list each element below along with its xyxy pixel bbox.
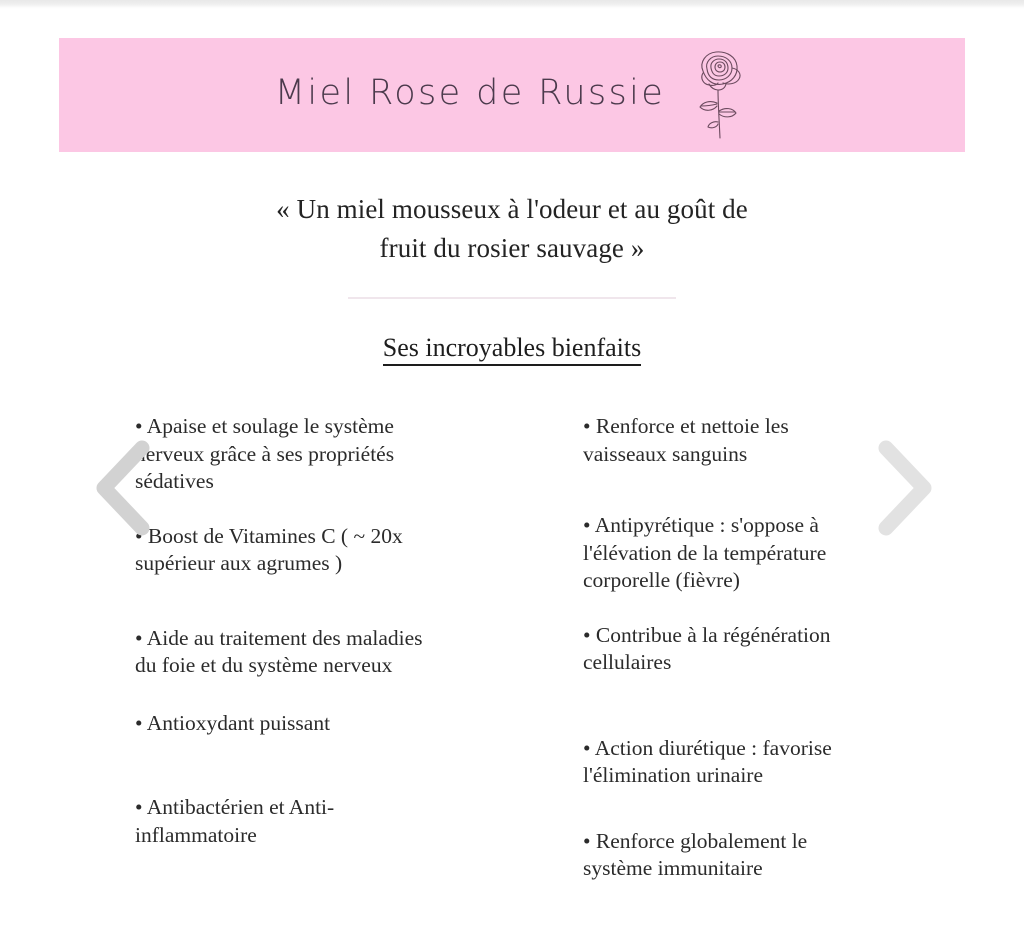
divider (348, 297, 676, 299)
list-item: • Antibactérien et Anti-inflammatoire (135, 795, 335, 847)
list-item: • Antioxydant puissant (135, 710, 331, 735)
benefits-column-left (135, 413, 583, 883)
carousel-prev-button[interactable] (90, 438, 160, 538)
list-item: • Renforce globalement le système immunitaire (583, 828, 808, 880)
chevron-right-icon (868, 438, 938, 538)
list-item: • Apaise et soulage le système nerveux grâce à ses propriétés sédatives (135, 414, 395, 493)
banner-content (275, 45, 750, 141)
quote-line-1: « Un miel mousseux à l'odeur et au goût de (276, 194, 748, 224)
benefits-list (135, 413, 891, 883)
list-item: • Action diurétique : favorise l'élimination urinaire (583, 735, 832, 787)
product-quote (0, 190, 1024, 268)
rose-icon (687, 45, 749, 141)
quote-line-2: fruit du rosier sauvage » (379, 233, 645, 263)
chevron-left-icon (90, 438, 160, 538)
list-item: • Boost de Vitamines C ( ~ 20x supérieur aux agrumes ) (135, 523, 403, 575)
product-banner (59, 38, 965, 152)
section-heading (0, 333, 1024, 363)
list-item: • Renforce et nettoie les vaisseaux sanguins (583, 414, 789, 466)
list-item: • Antipyrétique : s'oppose à l'élévation de la température corporelle (fièvre) (583, 513, 827, 592)
section-heading-text: Ses incroyables bienfaits (383, 333, 642, 366)
page-title: Miel Rose de Russie (274, 73, 666, 113)
top-gradient-strip (0, 0, 1024, 9)
list-item: • Aide au traitement des maladies du foie et du système nerveux (135, 625, 423, 677)
benefits-column-right (583, 413, 891, 883)
list-item: • Contribue à la régénération cellulaires (583, 622, 831, 674)
carousel-next-button[interactable] (868, 438, 938, 538)
